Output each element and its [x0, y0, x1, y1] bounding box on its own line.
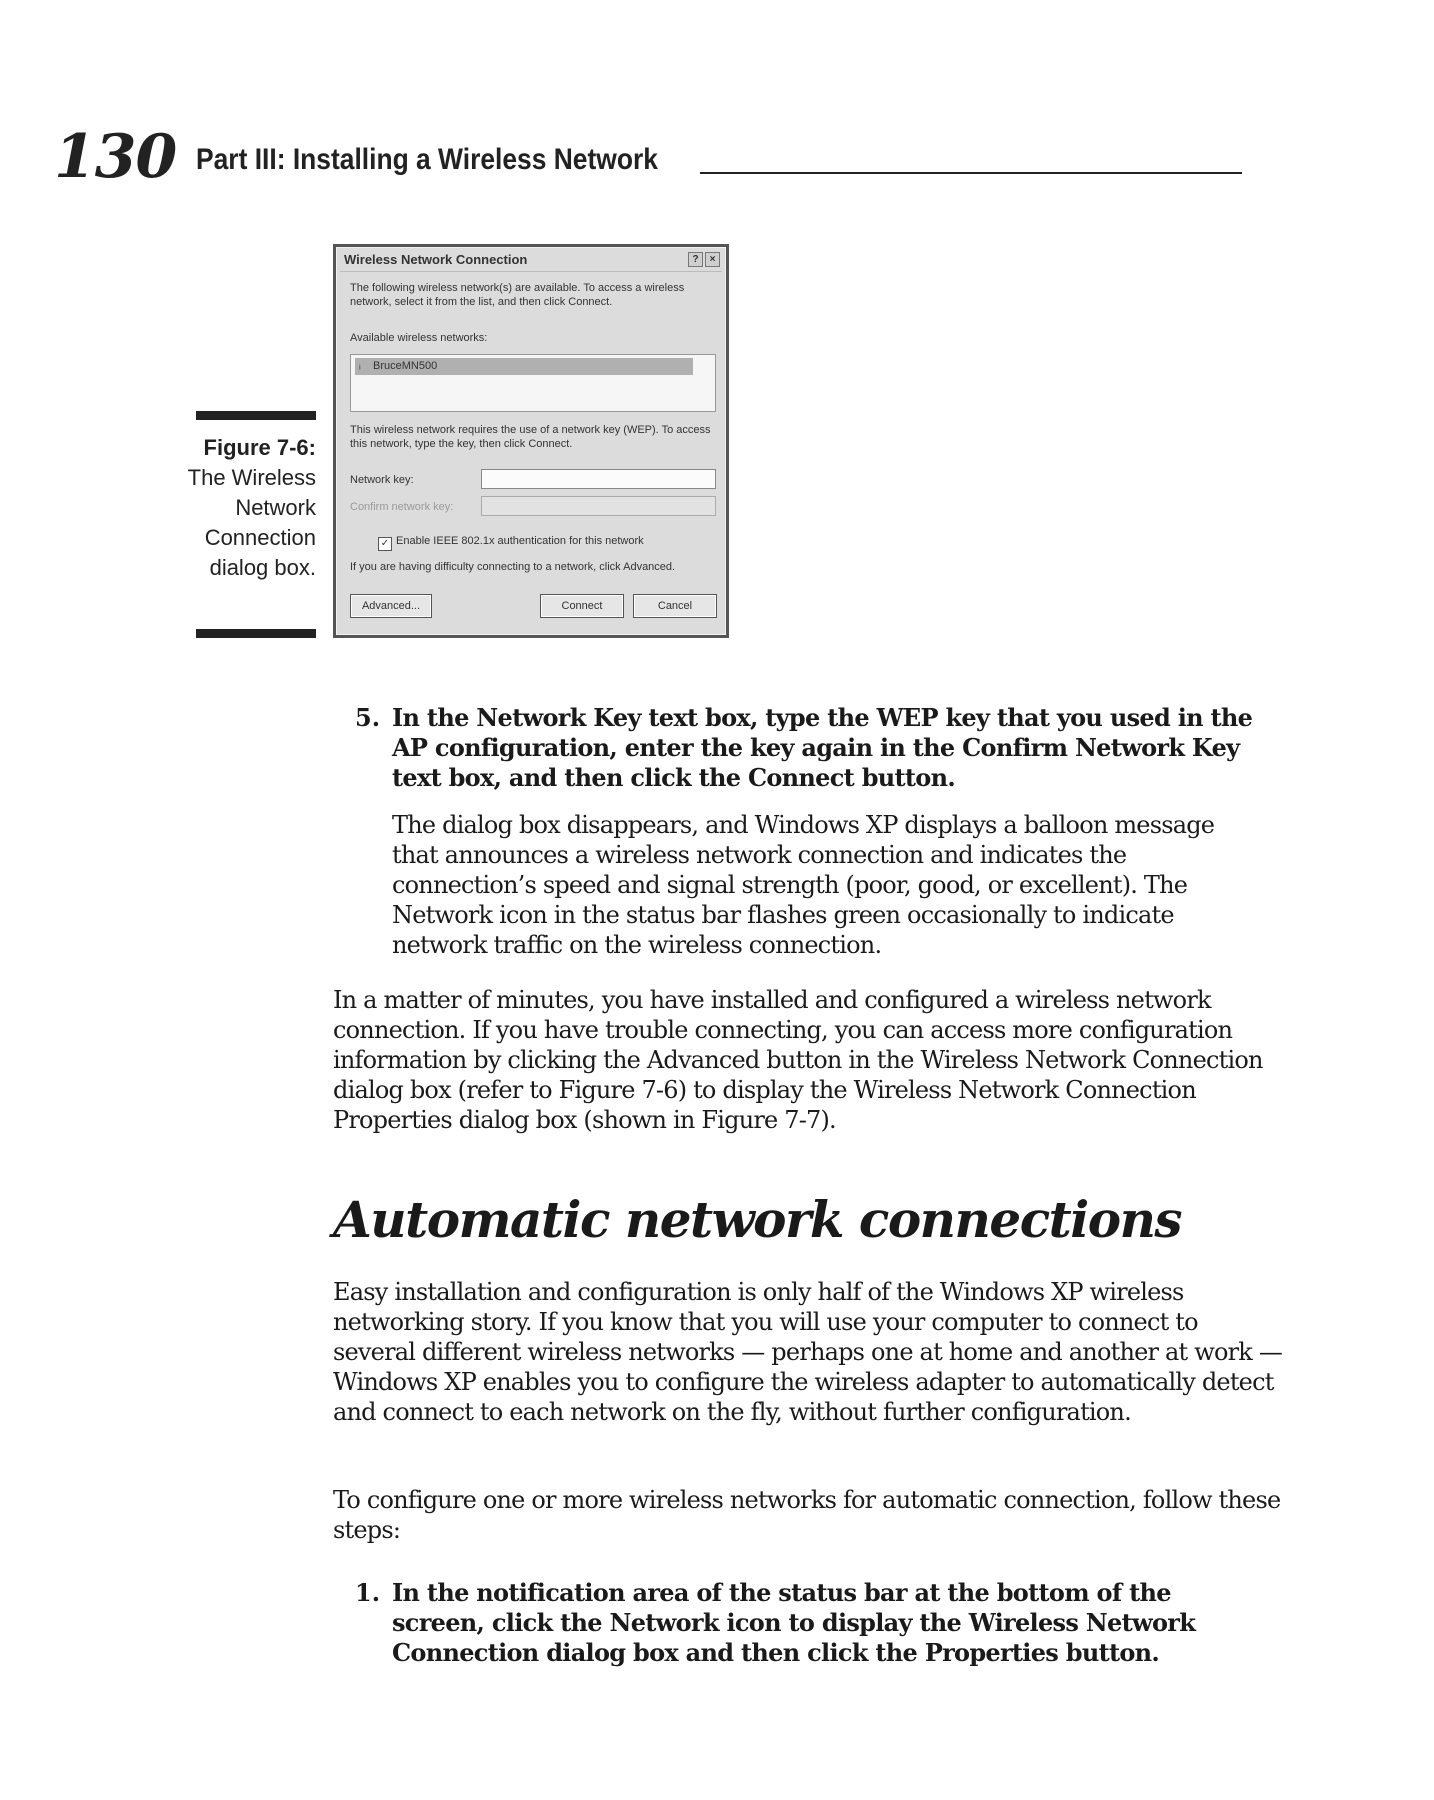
step-text: In the notification area of the status bar at the bottom of the screen, click the Network icon to display the Wireless Network Connection dialog box and then click the Properties button.: [392, 1578, 1196, 1667]
step-number: 5.: [355, 703, 381, 732]
dialog-window-controls: [688, 252, 720, 267]
caption-rule-bottom: [196, 629, 316, 638]
wireless-connection-dialog-screenshot: [333, 244, 729, 638]
dialog-title-bar: [340, 249, 722, 272]
figure-caption-text: The Wireless Network Connection dialog box.: [187, 465, 316, 580]
ieee-8021x-checkbox[interactable]: ✓: [378, 537, 392, 551]
caption-rule-top: [196, 411, 316, 420]
figure-label: Figure 7-6:: [203, 435, 316, 460]
network-key-row: [350, 469, 716, 491]
connect-button[interactable]: Connect: [540, 594, 624, 618]
network-list-item[interactable]: [355, 358, 693, 375]
cancel-button[interactable]: Cancel: [633, 594, 717, 618]
confirm-key-label: Confirm network key:: [350, 501, 454, 513]
network-key-label: Network key:: [350, 474, 414, 486]
available-networks-label: Available wireless networks:: [350, 332, 488, 344]
header-rule: [700, 172, 1242, 174]
ieee-8021x-checkbox-row[interactable]: [378, 534, 644, 551]
section-heading: Automatic network connections: [333, 1190, 1182, 1249]
body-paragraph: To configure one or more wireless networks for automatic connection, follow these steps:: [333, 1486, 1281, 1544]
wep-requirement-text: This wireless network requires the use of a network key (WEP). To access this network, type the key, then click Connect.: [350, 424, 711, 450]
trouble-connecting-text: If you are having difficulty connecting to a network, click Advanced.: [350, 561, 676, 573]
dialog-intro-text: The following wireless network(s) are available. To access a wireless network, select it from the list, and then click Connect.: [350, 282, 685, 308]
close-icon[interactable]: ×: [705, 252, 720, 267]
step-5-result: The dialog box disappears, and Windows XP displays a balloon message that announces a wireless network connection and indicates the connection’s speed and signal strength (poor, good, or excellent). The Network icon in the status bar flashes green occasionally to indicate network traffic on the wireless connection.: [392, 811, 1215, 959]
step-text: In the Network Key text box, type the WEP key that you used in the AP configuration, enter the key again in the Confirm Network Key text box, and then click the Connect button.: [392, 703, 1253, 792]
confirm-key-row: [350, 496, 716, 518]
available-networks-list[interactable]: [350, 354, 716, 412]
page-number: 130: [54, 122, 177, 192]
network-key-input[interactable]: [481, 469, 716, 489]
body-paragraph: Easy installation and configuration is only half of the Windows XP wireless networking story. If you know that you will use your computer to connect to several different wireless networks — perhaps one at home and another at work — Windows XP enables you to configure the wireless adapter to automatically detect and connect to each network on the fly, without further configuration.: [333, 1278, 1283, 1426]
body-paragraph: In a matter of minutes, you have installed and configured a wireless network connection. If you have trouble connecting, you can access more configuration information by clicking the Advanced button in the Wireless Network Connection dialog box (refer to Figure 7-6) to display the Wireless Network Connection Properties dialog box (shown in Figure 7-7).: [333, 986, 1263, 1134]
running-head-title: Part III: Installing a Wireless Network: [196, 143, 658, 176]
ieee-8021x-checkbox-label: Enable IEEE 802.1x authentication for this network: [396, 535, 644, 547]
step-number: 1.: [355, 1578, 381, 1607]
network-name: BruceMN500: [373, 360, 438, 372]
wireless-antenna-icon: ᵢ: [359, 360, 361, 372]
confirm-key-input[interactable]: [481, 496, 716, 516]
dialog-title: Wireless Network Connection: [344, 252, 528, 267]
advanced-button[interactable]: Advanced...: [350, 594, 432, 618]
help-icon[interactable]: ?: [688, 252, 703, 267]
figure-caption: [160, 433, 316, 583]
step-1: [355, 1578, 1255, 1668]
step-5: [355, 703, 1255, 793]
